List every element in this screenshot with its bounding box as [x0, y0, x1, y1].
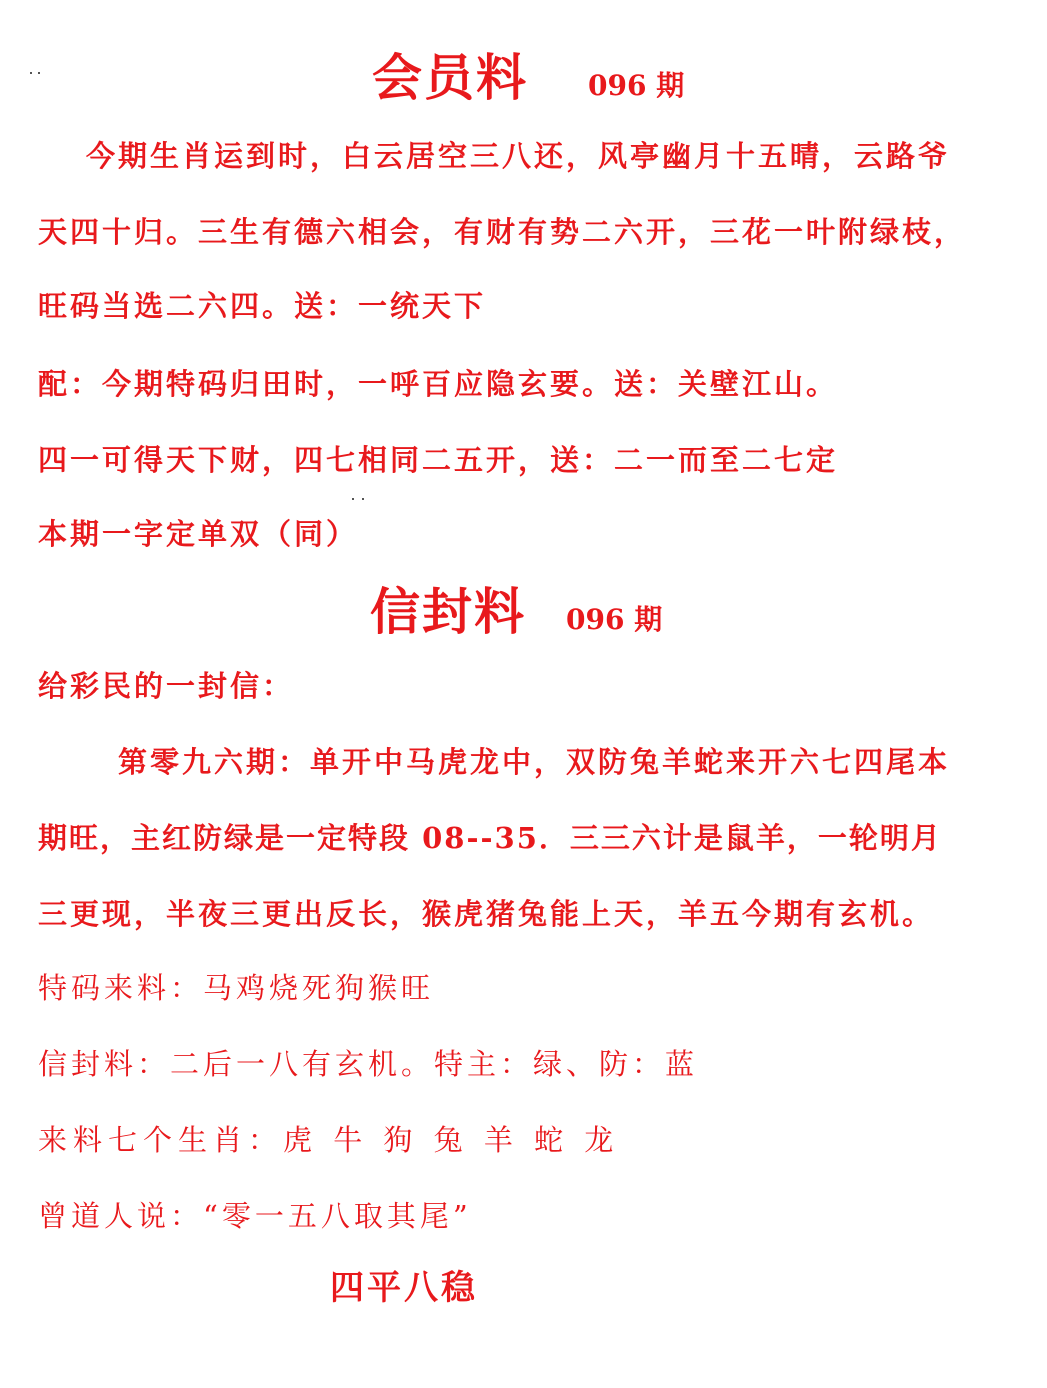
section1-line-1: 今期生肖运到时，白云居空三八还，风亭幽月十五晴，云路爷: [86, 139, 951, 173]
footer-title: 四平八稳: [330, 1268, 478, 1308]
section1-line-3: 旺码当选二六四。送：一统天下: [38, 289, 487, 323]
section1-line-6: 本期一字定单双（同）: [38, 517, 359, 551]
section2-header: [370, 572, 662, 644]
section1-line-5: 四一可得天下财，四七相同二五开，送：二一而至二七定: [38, 443, 839, 477]
section2-line-3: 期旺，主红防绿是一定特段 08--35．三三六计是鼠羊，一轮明月: [38, 821, 942, 855]
section2-line-5: 特码来料：马鸡烧死狗猴旺: [38, 971, 435, 1005]
section2-line-4: 三更现，半夜三更出反长，猴虎猪兔能上天，羊五今期有玄机。: [38, 897, 935, 931]
scan-speck: [352, 498, 354, 500]
scan-speck: [38, 72, 40, 74]
section1-issue: 096 期: [588, 69, 685, 102]
section2-title: 信封料: [370, 582, 526, 641]
letter-greeting: 给彩民的一封信：: [38, 669, 295, 703]
section2-line-7: 来料七个生肖：虎 牛 狗 兔 羊 蛇 龙: [38, 1123, 620, 1157]
section2-line-8: 曾道人说：“零一五八取其尾”: [38, 1199, 472, 1233]
section2-line-6: 信封料：二后一八有玄机。特主：绿、防：蓝: [38, 1047, 699, 1081]
section1-header: [372, 38, 684, 110]
section1-line-4: 配：今期特码归田时，一呼百应隐玄要。送：关壁江山。: [38, 367, 839, 401]
scan-speck: [362, 498, 364, 500]
section2-line-2: 第零九六期：单开中马虎龙中，双防兔羊蛇来开六七四尾本: [118, 745, 951, 779]
section1-title: 会员料: [372, 48, 528, 107]
scan-speck: [30, 72, 32, 74]
section1-line-2: 天四十归。三生有德六相会，有财有势二六开，三花一叶附绿枝，: [38, 215, 967, 249]
section2-issue: 096 期: [566, 603, 663, 636]
